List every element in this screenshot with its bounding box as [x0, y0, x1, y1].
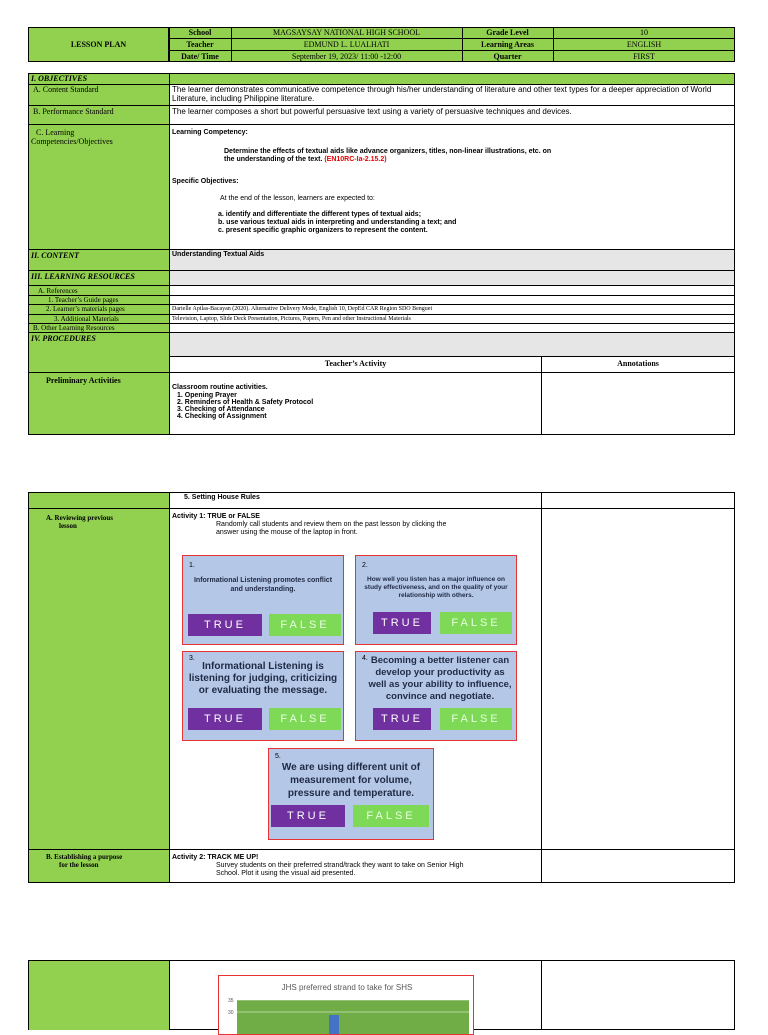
- grade-value: 10: [640, 28, 648, 37]
- learning-competency-heading: Learning Competency:: [172, 129, 248, 136]
- date-label: Date/ Time: [181, 52, 219, 61]
- competency-text-2: the understanding of the text.: [224, 156, 323, 163]
- true-button[interactable]: TRUE: [188, 708, 262, 730]
- competencies-label-1: C. Learning: [36, 128, 75, 137]
- purpose-label-2: for the lesson: [59, 861, 99, 869]
- false-button[interactable]: FALSE: [440, 612, 512, 634]
- quarter-value: FIRST: [633, 52, 655, 61]
- activity1-text-1: Randomly call students and review them on the past lesson by clicking the: [216, 521, 447, 528]
- content-value: Understanding Textual Aids: [172, 251, 265, 258]
- lesson-plan-label: LESSON PLAN: [70, 40, 127, 49]
- quarter-label: Quarter: [493, 52, 522, 61]
- teacher-label: Teacher: [186, 40, 214, 49]
- specific-objectives-heading: Specific Objectives:: [172, 178, 239, 185]
- learning-areas-value: ENGLISH: [626, 40, 662, 49]
- learning-areas-label: Learning Areas: [481, 40, 534, 49]
- false-button[interactable]: FALSE: [440, 708, 512, 730]
- resources-heading: III. LEARNING RESOURCES: [31, 272, 135, 281]
- routine-item-2: 2. Reminders of Health & Safety Protocol: [177, 399, 314, 406]
- routine-item-1: 1. Opening Prayer: [177, 392, 237, 399]
- true-button[interactable]: TRUE: [373, 612, 431, 634]
- specific-item-b: b. use various textual aids in interpreting and understanding a text; and: [218, 219, 457, 226]
- date-value: September 19, 2023/ 11:00 -12:00: [291, 52, 402, 61]
- quiz-question: How well you listen has a major influence on study effectiveness, and on the quality of your relationship with others.: [364, 576, 508, 599]
- true-button[interactable]: TRUE: [373, 708, 431, 730]
- chart-bar: [329, 1015, 339, 1034]
- additional-label: 3. Additional Materials: [54, 315, 119, 323]
- tg-label: 1. Teacher’s Guide pages: [48, 296, 119, 304]
- additional-value: Television, Laptop, Slide Deck Presentation, Pictures, Papers, Pen and other Instructional Materials: [172, 316, 411, 322]
- chart-title: JHS preferred strand to take for SHS: [281, 983, 413, 992]
- objectives-heading: I. OBJECTIVES: [31, 74, 88, 83]
- performance-standard-text: The learner composes a short but powerful persuasive text using a variety of persuasive techniques and devices.: [172, 107, 572, 116]
- specific-item-c: c. present specific graphic organizers to represent the content.: [218, 227, 428, 234]
- activity1-title: Activity 1: TRUE or FALSE: [172, 513, 260, 520]
- ytick-label-30: 30: [228, 1010, 234, 1016]
- false-button[interactable]: FALSE: [269, 708, 341, 730]
- setting-house-rules: 5. Setting House Rules: [184, 494, 260, 501]
- quiz-card-5: [268, 748, 434, 840]
- procedures-heading: IV. PROCEDURES: [31, 334, 96, 343]
- purpose-label-1: B. Establishing a purpose: [46, 853, 123, 861]
- strand-chart: [218, 975, 474, 1035]
- content-standard-text: The learner demonstrates communicative competence through his/her understanding of literature and other text types for a deeper appreciation of World Literature, including Philippine literature.: [172, 85, 712, 103]
- chart-plot: [219, 976, 472, 1034]
- quiz-card-number: 2.: [362, 562, 368, 569]
- annotations-header: Annotations: [617, 359, 659, 368]
- performance-standard-label: B. Performance Standard: [33, 107, 114, 116]
- quiz-card-number: 4.: [362, 655, 368, 662]
- quiz-question: Informational Listening is listening for judging, criticizing or evaluating the message.: [188, 661, 338, 696]
- activity2-title: Activity 2: TRACK ME UP!: [172, 854, 259, 861]
- quiz-card-3: [182, 651, 344, 741]
- other-resources-label: B. Other Learning Resources: [33, 324, 115, 332]
- activity2-text-2: School. Plot it using the visual aid presented.: [216, 870, 356, 877]
- references-label: A. References: [38, 287, 78, 295]
- plot-area: [237, 1000, 469, 1034]
- true-button[interactable]: TRUE: [271, 805, 345, 827]
- routine-item-4: 4. Checking of Assignment: [177, 413, 267, 420]
- preliminary-label: Preliminary Activities: [46, 376, 121, 385]
- quiz-card-number: 5.: [275, 753, 281, 760]
- lm-label: 2. Learner’s materials pages: [46, 305, 125, 313]
- routine-item-3: 3. Checking of Attendance: [177, 406, 265, 413]
- routine-heading: Classroom routine activities.: [172, 384, 268, 391]
- ytick-label-35: 35: [228, 998, 234, 1004]
- competencies-label-2: Competencies/Objectives: [31, 137, 113, 146]
- reviewing-label-1: A. Reviewíng previous: [46, 514, 113, 522]
- true-button[interactable]: TRUE: [188, 614, 262, 636]
- competency-code: (EN10RC-Ia-2.15.2): [324, 156, 387, 163]
- quiz-card-number: 3.: [189, 655, 195, 662]
- school-label: School: [188, 28, 212, 37]
- school-value: MAGSAYSAY NATIONAL HIGH SCHOOL: [272, 28, 421, 37]
- quiz-card-4: [355, 651, 517, 741]
- lm-value: Darielle Apilas-Bacayan (2020). Alternative Delivery Mode, English 10, DepEd CAR Region SDO Benguet: [172, 306, 433, 312]
- content-standard-label: A. Content Standard: [33, 85, 99, 94]
- false-button[interactable]: FALSE: [353, 805, 429, 827]
- specific-intro: At the end of the lesson, learners are expected to:: [220, 195, 375, 202]
- quiz-question: We are using different unit of measurement for volume, pressure and temperature.: [281, 762, 421, 799]
- content-heading: II. CONTENT: [31, 251, 80, 260]
- reviewing-label-2: lesson: [59, 522, 77, 530]
- activity2-text-1: Survey students on their preferred strand/track they want to take on Senior High: [216, 862, 464, 869]
- activity1-text-2: answer using the mouse of the laptop in front.: [216, 529, 358, 536]
- quiz-card-1: [182, 555, 344, 645]
- quiz-question: Informational Listening promotes conflict and understanding.: [193, 577, 333, 593]
- specific-item-a: a. identify and differentiate the different types of textual aids;: [218, 211, 422, 218]
- competency-text-1: Determine the effects of textual aids like advance organizers, titles, non-linear illustrations, etc. on: [224, 148, 552, 155]
- quiz-card-2: [355, 555, 517, 645]
- teacher-value: EDMUND L. LUALHATI: [303, 40, 390, 49]
- grade-label: Grade Level: [486, 28, 529, 37]
- quiz-card-number: 1.: [189, 562, 195, 569]
- quiz-question: Becoming a better listener can develop your productivity as well as your ability to influence, convince and negotiate.: [368, 655, 512, 702]
- teacher-activity-header: Teacher’s Activity: [324, 359, 387, 368]
- false-button[interactable]: FALSE: [269, 614, 341, 636]
